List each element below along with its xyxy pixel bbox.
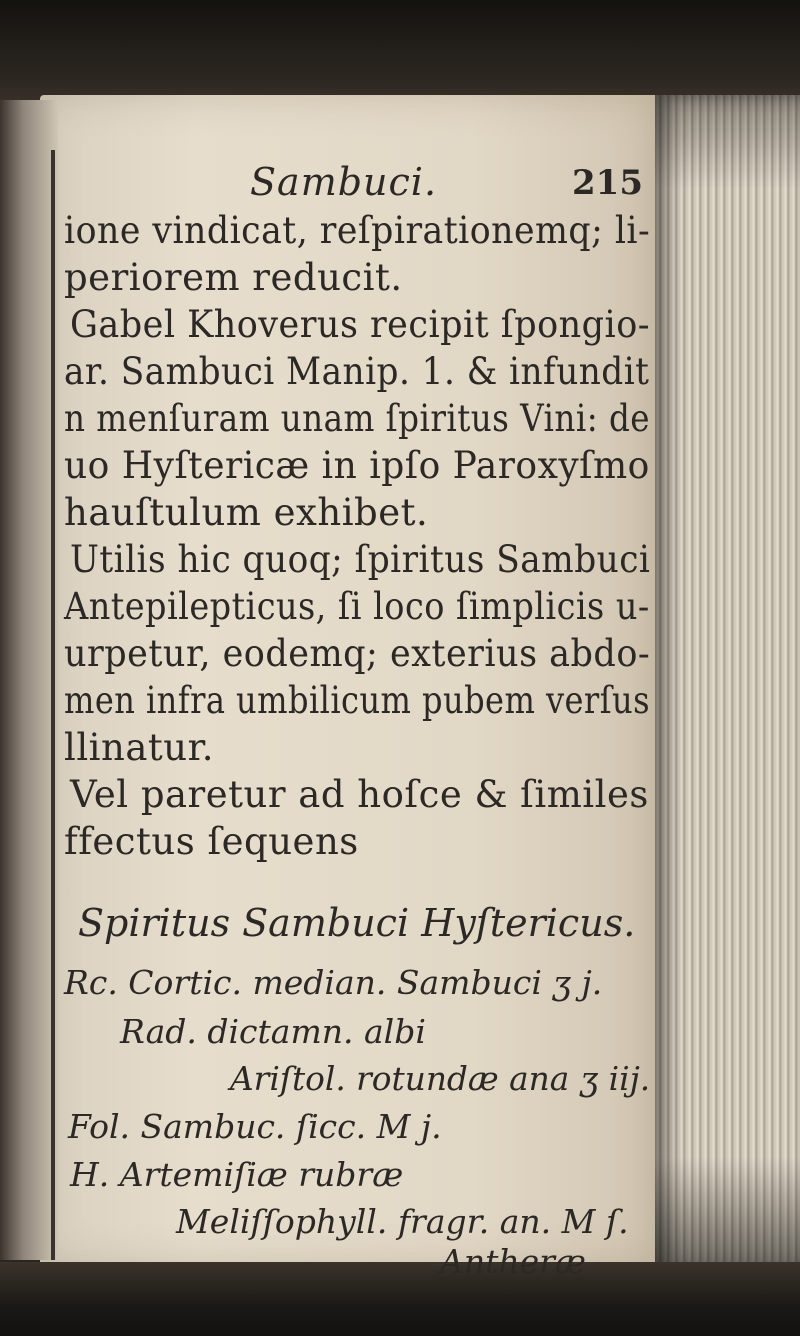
section-heading: Spiritus Sambuci Hyſtericus. [78,901,636,945]
bottom-shadow [0,1262,800,1336]
running-title: Sambuci. [250,160,438,204]
body-line: ione vindicat, reſpirationemq; li- [64,209,651,252]
body-line: llinatur. [64,726,214,769]
body-line: uo Hyſtericæ in ipſo Paroxyſmo [64,444,650,487]
body-line: men infra umbilicum pubem verſus [64,679,650,722]
binding-gutter [0,100,58,1260]
recipe-line: Fol. Sambuc. ſicc. M j. [68,1107,442,1146]
body-line: ffectus ſequens [64,820,359,863]
body-line: Gabel Khoverus recipit ſpongio- [70,303,651,346]
body-line: n menſuram unam ſpiritus Vini: de [64,397,650,440]
page-number: 215 [572,163,643,203]
body-line: ar. Sambuci Manip. 1. & infundit [64,350,650,393]
recipe-line: Meliſſophyll. fragr. an. M ſ. [176,1202,629,1241]
recipe-line: H. Artemiſiæ rubræ [70,1155,404,1194]
body-line: Antepilepticus, ſi loco ſimplicis u- [64,585,650,628]
page-edges [655,95,800,1275]
recipe-line: Rc. Cortic. median. Sambuci ʒ j. [64,963,603,1002]
body-line: urpetur, eodemq; exterius abdo- [64,632,651,675]
body-line: periorem reducit. [64,256,403,299]
top-shadow [0,0,800,110]
margin-rule [51,150,55,1260]
body-line: hauſtulum exhibet. [64,491,429,534]
recipe-line: Antheræ [440,1242,586,1281]
recipe-line: Ariſtol. rotundæ ana ʒ iij. [230,1059,651,1098]
recipe-line: Rad. dictamn. albi [120,1012,426,1051]
body-line: Vel paretur ad hoſce & ſimiles [70,773,649,816]
body-line: Utilis hic quoq; ſpiritus Sambuci [70,538,651,581]
